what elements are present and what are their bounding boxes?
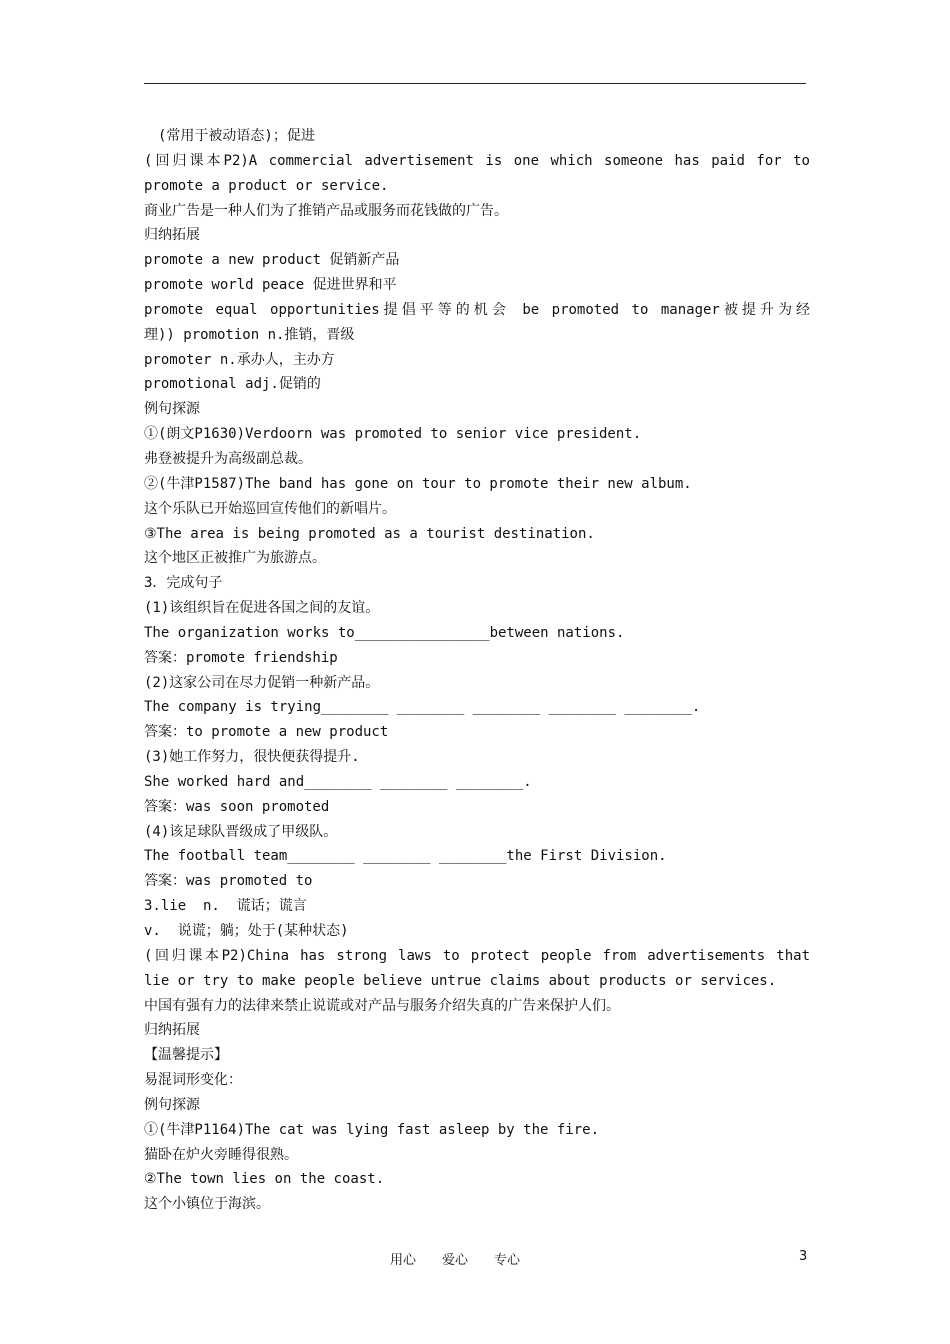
section-heading: 例句探源 (144, 401, 200, 418)
text-line: (常用于被动语态)；促进 (144, 128, 315, 144)
text-line: promoter n.承办人，主办方 (144, 351, 335, 368)
answer-line: 答案：was soon promoted (144, 798, 330, 815)
text-line: ③The area is being promoted as a tourist destination. (144, 525, 595, 542)
text-line: 猫卧在炉火旁睡得很熟。 (144, 1146, 298, 1163)
exercise-blank-line: The football team________ ________ ________the First Division. (144, 848, 667, 865)
text-line: 商业广告是一种人们为了推销产品或服务而花钱做的广告。 (144, 202, 508, 219)
text-line: 中国有强有力的法律来禁止说谎或对产品与服务介绍失真的广告来保护人们。 (144, 997, 620, 1014)
text-line: promotional adj.促销的 (144, 376, 321, 393)
footer-motto (390, 1249, 546, 1268)
text-line: promote a new product 促销新产品 (144, 252, 400, 269)
section-heading: 归纳拓展 (144, 1022, 200, 1039)
footer-motto-1: 用心 (390, 1253, 417, 1268)
exercise-blank-line: The company is trying________ ________ ________ ________ ________. (144, 699, 701, 716)
text-line: (1)该组织旨在促进各国之间的友谊。 (144, 600, 380, 617)
answer-line: 答案：to promote a new product (144, 724, 389, 741)
text-line: 弗登被提升为高级副总裁。 (144, 450, 312, 467)
text-line: 这个乐队已开始巡回宣传他们的新唱片。 (144, 500, 396, 517)
text-line: promote world peace 促进世界和平 (144, 277, 397, 294)
page-footer (0, 1249, 950, 1269)
text-line: ①(牛津P1164)The cat was lying fast asleep by the fire. (144, 1121, 600, 1138)
section-heading: 归纳拓展 (144, 227, 200, 244)
section-heading: 3.lie n. 谎话；谎言 (144, 898, 307, 915)
header-rule (144, 83, 806, 84)
text-line: promote equal opportunities提倡平等的机会 be promoted to manager被提升为经 (144, 301, 810, 318)
text-line: v. 说谎；躺；处于(某种状态) (144, 923, 349, 939)
text-line: ②The town lies on the coast. (144, 1171, 385, 1188)
text-line: promote a product or service. (144, 177, 389, 194)
text-line: (2)这家公司在尽力促销一种新产品。 (144, 674, 380, 691)
exercise-blank-line: She worked hard and________ ________ ________. (144, 773, 532, 790)
tip-heading: 【温馨提示】 (144, 1047, 228, 1064)
text-line: (4)该足球队晋级成了甲级队。 (144, 823, 338, 840)
text-line: 这个小镇位于海滨。 (144, 1196, 270, 1213)
text-line: 易混词形变化： (144, 1072, 242, 1089)
answer-line: 答案：promote friendship (144, 649, 338, 666)
section-heading: 例句探源 (144, 1096, 200, 1113)
exercise-blank-line: The organization works to________________between nations. (144, 624, 625, 641)
text-line: (3)她工作努力，很快便获得提升. (144, 749, 360, 766)
section-heading: 3．完成句子 (144, 575, 223, 592)
text-line: ①(朗文P1630)Verdoorn was promoted to senior vice president. (144, 426, 642, 443)
text-line: ②(牛津P1587)The band has gone on tour to promote their new album. (144, 475, 692, 492)
footer-motto-2: 爱心 (442, 1253, 469, 1268)
answer-line: 答案：was promoted to (144, 873, 313, 890)
text-line: lie or try to make people believe untrue claims about products or services. (144, 972, 777, 989)
footer-motto-3: 专心 (494, 1253, 521, 1268)
text-line: 理)) promotion n.推销，晋级 (144, 326, 355, 343)
text-line: 这个地区正被推广为旅游点。 (144, 550, 326, 567)
page-number: 3 (799, 1249, 808, 1264)
document-body (144, 124, 810, 1217)
text-line: (回归课本P2)A commercial advertisement is one which someone has paid for to (144, 152, 810, 169)
text-line: (回归课本P2)China has strong laws to protect people from advertisements that (144, 947, 810, 964)
